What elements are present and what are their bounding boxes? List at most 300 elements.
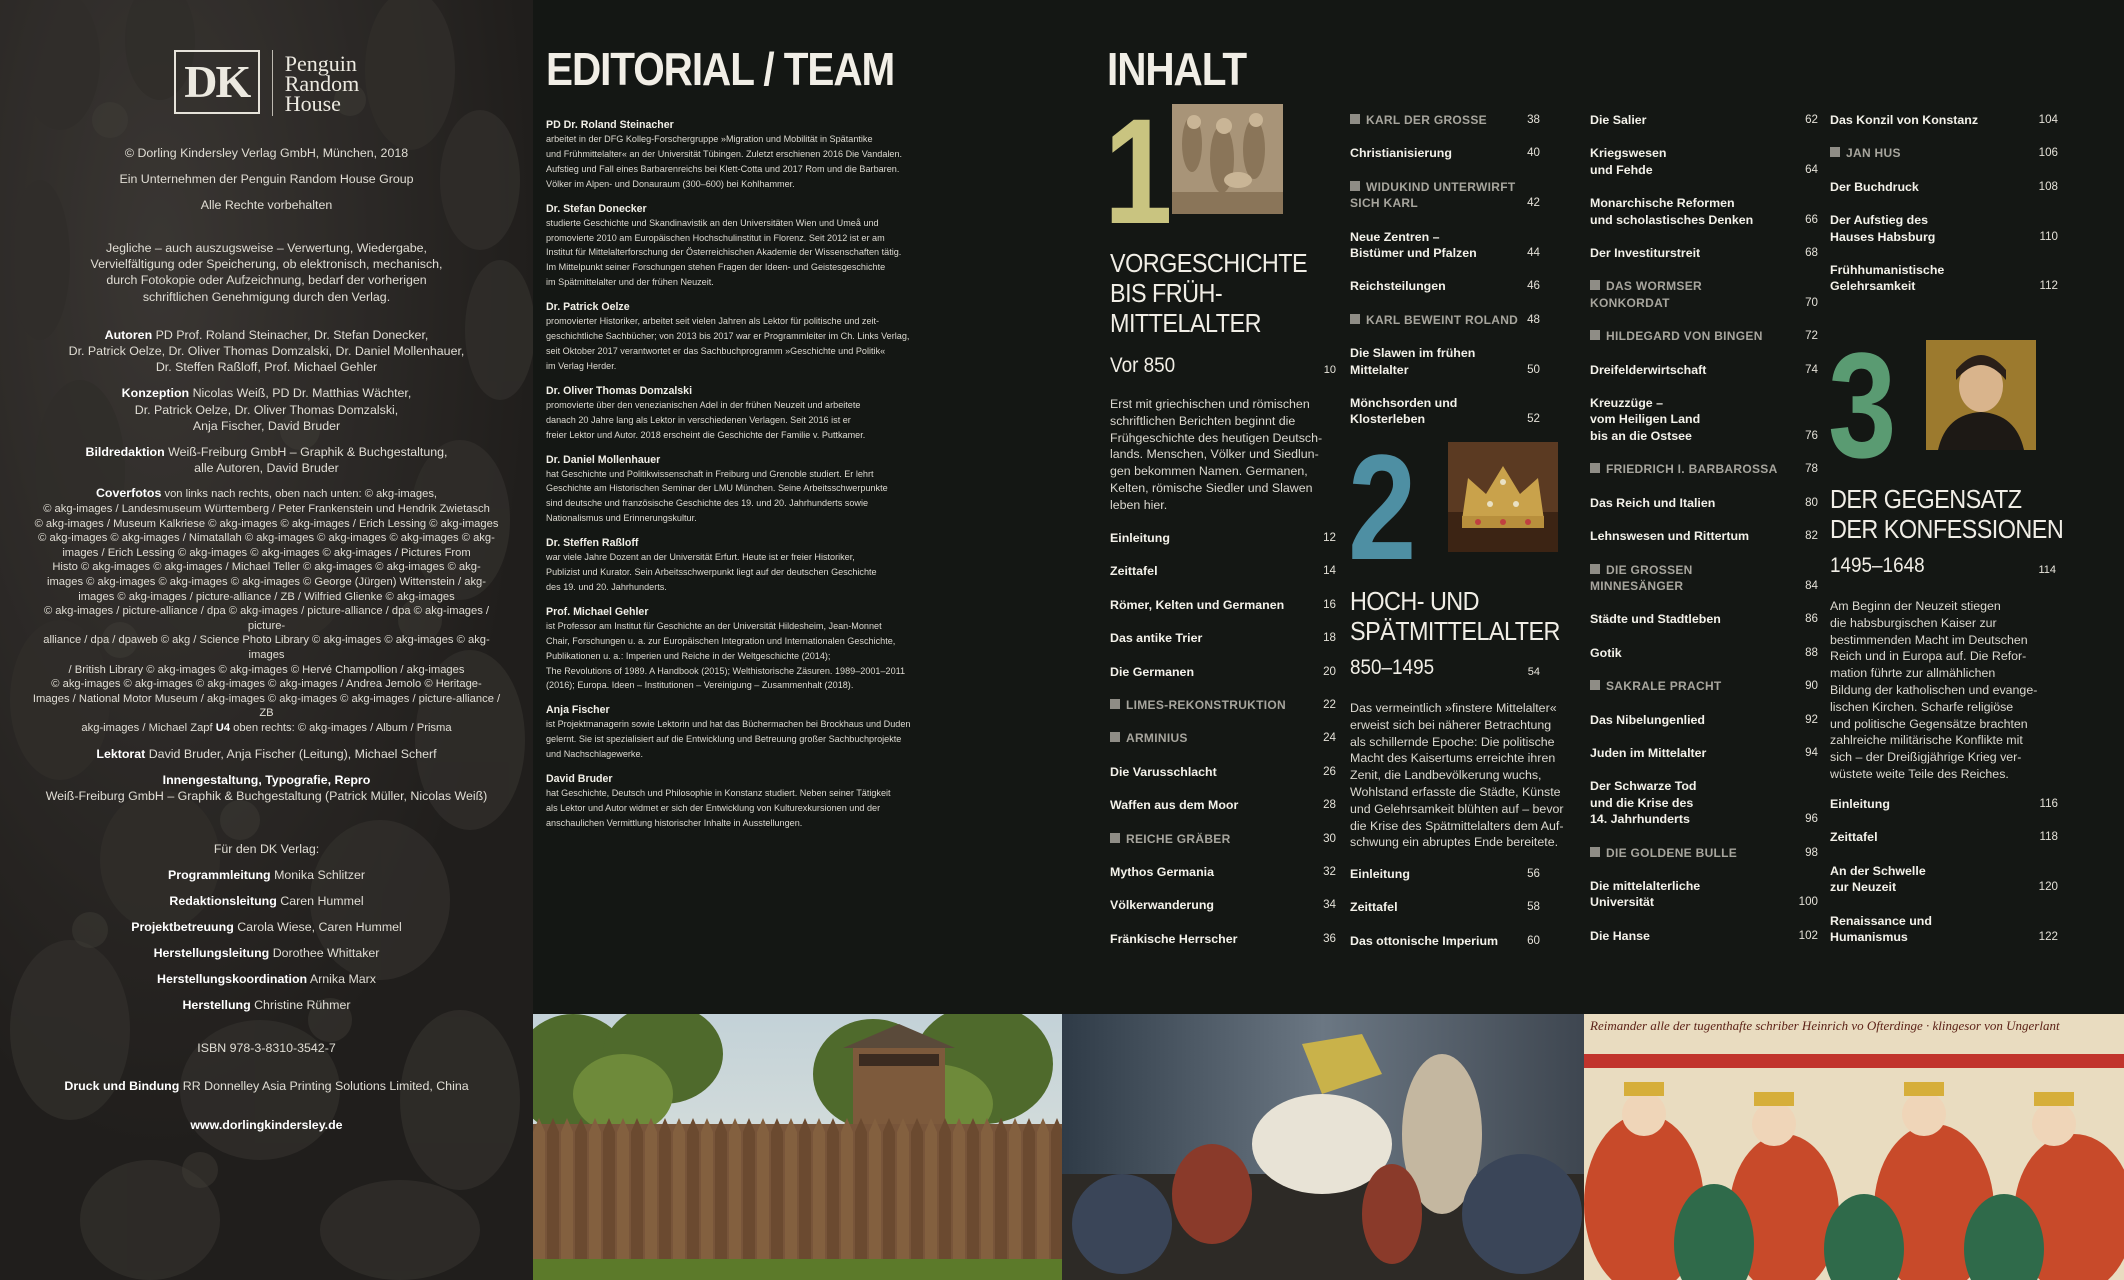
staff-role: Herstellungskoordination (157, 972, 308, 987)
staff-role: Redaktionsleitung (169, 894, 277, 909)
coverfotos-line: © akg-images / Landesmuseum Württemberg / Peter Frankenstein und Hendrik Zwietasch (43, 503, 490, 516)
person-bio-line: danach 20 Jahre lang als Lektor in verschiedenen Verlagen. Seit 2016 ist er (546, 414, 851, 425)
publisher-url-link[interactable]: www.dorlingkindersley.de (190, 1117, 343, 1132)
toc-entry[interactable] (1350, 345, 1540, 378)
person-bio-line: Völker im Alpen- und Donauraum (300–600) bei Kohlhammer. (546, 178, 795, 189)
bildredaktion-label: Bildredaktion (85, 445, 165, 460)
palisade-stake-icon (547, 1118, 559, 1264)
toc-entry[interactable] (1590, 928, 1818, 944)
toc-feature-label: DAS WORMSER KONKORDAT (1590, 279, 1702, 310)
imprint-panel (0, 0, 533, 1280)
chapter-1-page: 10 (1323, 364, 1336, 376)
rights-line: durch Fotokopie oder Aufzeichnung, bedarf der vorherigen (106, 273, 427, 288)
chapter-3-intro (1830, 598, 2060, 783)
toc-entry-label: Der Buchdruck (1830, 179, 1919, 194)
toc-entry-label: Städte und Stadtleben (1590, 612, 1721, 627)
intro-line: Macht des Kaisertums erreichte ihren (1350, 751, 1556, 766)
toc-entry[interactable] (1590, 611, 1818, 627)
toc-page-number: 112 (2039, 279, 2058, 293)
toc-entry[interactable] (1590, 278, 1818, 311)
chapter-title-line: DER KONFESSIONEN (1830, 514, 2064, 544)
toc-feature-label: LIMES-REKONSTRUKTION (1110, 697, 1286, 713)
authors-line: Dr. Patrick Oelze, Dr. Oliver Thomas Domzalski, Dr. Daniel Mollenhauer, (68, 344, 465, 359)
staff-name: Monika Schlitzer (274, 868, 365, 883)
chapter-3-years: 1495–1648 (1830, 554, 1925, 577)
palisade-stake-icon (533, 1118, 545, 1264)
toc-entry[interactable] (1110, 797, 1336, 813)
coverfotos-line: images / Erich Lessing © akg-images © akg-images © akg-images / Pictures From (62, 546, 471, 559)
palisade-stake-icon (645, 1118, 657, 1264)
palisade-stake-icon (1051, 1118, 1062, 1264)
toc-entry[interactable] (1350, 229, 1540, 262)
person-bio-line: ist Professor am Institut für Geschichte an der Universität Hildesheim, Jean-Monnet (546, 620, 882, 631)
person-bio-line: anschaulichen Vermittlung historischer Inhalte in Ausstellungen. (546, 817, 803, 828)
toc-entry-label: Kreuzzüge – vom Heiligen Land bis an die Ostsee (1590, 396, 1701, 443)
toc-entry[interactable] (1590, 362, 1818, 378)
toc-feature-label: DIE GOLDENE BULLE (1590, 845, 1737, 861)
palisade-stake-icon (743, 1118, 755, 1264)
logo-word: Penguin (284, 51, 357, 76)
staff-name: Dorothee Whittaker (272, 946, 380, 961)
chapter-3-title (1830, 484, 2063, 544)
toc-page-number: 108 (2038, 179, 2058, 193)
toc-entry[interactable] (1830, 179, 2058, 195)
toc-entry[interactable] (1350, 112, 1540, 128)
toc-entry-label: Die Slawen im frühen Mittelalter (1350, 346, 1476, 377)
toc-entry-label: Renaissance und Humanismus (1830, 913, 1932, 945)
intro-line: schriftlichen Berichten beginnt die (1110, 413, 1296, 428)
toc-entry[interactable] (1590, 195, 1818, 228)
person-bio-line: arbeitet in der DFG Kolleg-Forschergruppe »Migration und Mobilität in Spätantike (546, 134, 873, 144)
intro-line: Kelten, römische Siedler und Slawen (1110, 480, 1313, 495)
person-bio-line: gelernt. Sie ist spezialisiert auf die Entwicklung und Betreuung großer Sachbuchprojekte (546, 734, 902, 745)
toc-entry[interactable] (1590, 145, 1818, 178)
toc-page-number: 52 (1527, 412, 1540, 426)
toc-page-number: 102 (1798, 928, 1818, 942)
toc-page-number: 14 (1323, 564, 1336, 578)
person-bio-line: Nationalismus und Erinnerungskultur. (546, 513, 697, 524)
coverfotos-line: / British Library © akg-images © akg-images © Hervé Champollion / akg-images (68, 663, 465, 676)
toc-feature-label: SAKRALE PRACHT (1590, 678, 1722, 694)
toc-page-number: 42 (1527, 196, 1540, 210)
person-bio-line: des 19. und 20. Jahrhunderts. (546, 581, 667, 592)
toc-entry[interactable] (1830, 212, 2058, 245)
coverfotos-line: alliance / dpa / dpaweb © akg / Science Photo Library © akg-images © akg-images © akg-images (43, 634, 490, 661)
intro-line: Erst mit griechischen und römischen (1110, 397, 1310, 411)
palisade-stake-icon (1009, 1118, 1021, 1264)
coverfotos-block (28, 486, 505, 735)
toc-entry[interactable] (1110, 931, 1336, 947)
toc-page-number: 28 (1323, 798, 1336, 812)
chapter-2-page: 54 (1527, 666, 1540, 678)
person-bio-line: als Lektor und Autor widmet er sich der Entwicklung von Kulturexkursionen und der (546, 803, 881, 813)
rights-line: Vervielfältigung oder Speicherung, ob elektronisch, mechanisch, (90, 257, 443, 272)
toc-entry-label: Kriegswesen und Fehde (1590, 146, 1667, 177)
toc-entry-label: Fränkische Herrscher (1110, 931, 1238, 946)
toc-feature-label: HILDEGARD VON BINGEN (1590, 328, 1763, 344)
toc-page-number: 116 (2039, 797, 2058, 810)
bildredaktion-line: Weiß-Freiburg GmbH – Graphik & Buchgestaltung, (168, 445, 448, 460)
editorial-person (546, 772, 916, 831)
toc-entry[interactable] (1830, 913, 2058, 946)
toc-entry-label: Einleitung (1350, 867, 1410, 881)
intro-line: mation führte zur allmählichen (1830, 666, 1996, 681)
editorial-person (546, 453, 916, 527)
toc-entry[interactable] (1350, 145, 1540, 161)
toc-entry[interactable] (1830, 112, 2058, 128)
palisade-stake-icon (631, 1118, 643, 1264)
palisade-stake-icon (841, 1118, 853, 1264)
copyright-block (28, 140, 505, 218)
chapter-1-years: Vor 850 (1110, 354, 1176, 377)
isbn: ISBN 978-3-8310-3542-7 (197, 1041, 336, 1056)
coverfotos-line: images © akg-images / picture-alliance / ZB / Wilfried Glienke © akg-images (78, 590, 455, 603)
toc-entry-label: Die Salier (1590, 113, 1647, 127)
palisade-stake-icon (757, 1118, 769, 1264)
toc-entry[interactable] (1830, 262, 2058, 295)
toc-entry-label: Die mittelalterliche Universität (1590, 878, 1701, 910)
person-bio-line: Chair, Forschungen u. a. zur Europäischen Integration und Internationalen Geschichte, (546, 635, 896, 646)
bildredaktion-block (28, 444, 505, 476)
toc-entry[interactable] (1110, 897, 1336, 913)
copyright-line: © Dorling Kindersley Verlag GmbH, München, 2018 (124, 146, 409, 160)
toc-page-number: 118 (2039, 830, 2058, 844)
toc-entry[interactable] (1590, 112, 1818, 128)
palisade-stake-icon (561, 1118, 573, 1264)
toc-page-number: 68 (1805, 246, 1818, 260)
toc-entry-label: Reichsteilungen (1350, 279, 1446, 294)
person-bio-line: sind deutsche und französische Geschichte des 19. und 20. Jahrhunderts sowie (546, 498, 869, 509)
coverfotos-line: von links nach rechts, oben nach unten: © akg-images, (164, 488, 438, 501)
toc-entry-label: Christianisierung (1350, 146, 1452, 161)
toc-page-number: 62 (1805, 113, 1818, 126)
chapter-2-toc (1350, 866, 1540, 966)
palisade-stake-icon (995, 1118, 1007, 1264)
palisade-stake-icon (925, 1118, 937, 1264)
person-bio-line: Publizist und Kurator. Sein Arbeitsschwerpunkt liegt auf der deutschen Geschichte (546, 567, 877, 578)
palisade-stake-icon (575, 1118, 587, 1264)
palisade-stake-icon (659, 1118, 671, 1264)
logo-word: Random (284, 71, 360, 96)
toc-feature-label: DIE GROSSEN MINNESÄNGER (1590, 562, 1693, 593)
druck-label: Druck und Bindung (64, 1079, 180, 1094)
toc-entry[interactable] (1830, 829, 2058, 845)
toc-page-number: 38 (1527, 113, 1540, 126)
toc-entry[interactable] (1830, 796, 2058, 812)
toc-entry[interactable] (1110, 697, 1336, 713)
toc-entry-label: Mythos Germania (1110, 865, 1214, 880)
toc-page-number: 74 (1805, 362, 1818, 376)
toc-page-number: 16 (1323, 597, 1336, 611)
palisade-stake-icon (617, 1118, 629, 1264)
toc-entry[interactable] (1110, 864, 1336, 880)
person-bio-line: hat Geschichte, Deutsch und Philosophie in Konstanz studiert. Neben seiner Tätigkeit (546, 788, 891, 799)
person-bio-line: im Verlag Herder. (546, 360, 617, 371)
toc-feature-label: JAN HUS (1830, 145, 1901, 161)
toc-entry[interactable] (1110, 831, 1336, 847)
intro-line: wüstete weite Teile des Reiches. (1830, 766, 2009, 781)
toc-entry-label: Die Germanen (1110, 664, 1195, 679)
staff-name: Christine Rühmer (254, 998, 351, 1013)
staff-role: Herstellungsleitung (153, 946, 270, 961)
palisade-stake-icon (827, 1118, 839, 1264)
authors-line: Dr. Steffen Raßloff, Prof. Michael Gehler (155, 360, 378, 375)
person-name: Prof. Michael Gehler (546, 605, 649, 618)
toc-page-number: 44 (1527, 246, 1540, 260)
intro-line: Am Beginn der Neuzeit stiegen (1830, 599, 2001, 613)
toc-entry-label: Das Reich und Italien (1590, 495, 1716, 510)
palisade-stake-icon (771, 1118, 783, 1264)
coverfotos-line: © akg-images © akg-images © akg-images © akg-images / Andrea Jemolo © Heritage- (51, 678, 482, 691)
toc-entry[interactable] (1110, 563, 1336, 579)
coverfotos-line: © akg-images © akg-images / Nimatallah © akg-images © akg-images © akg-images © akg- (38, 532, 495, 545)
toc-page-number: 66 (1805, 212, 1818, 226)
editorial-person (546, 300, 916, 374)
editorial-team-section (546, 42, 916, 841)
toc-entry-label: Einleitung (1830, 797, 1890, 811)
toc-entry[interactable] (1590, 245, 1818, 261)
palisade-stake-icon (869, 1118, 881, 1264)
authors-block (28, 327, 505, 376)
toc-page-number: 50 (1527, 362, 1540, 376)
toc-feature-label: FRIEDRICH I. BARBAROSSA (1590, 461, 1778, 477)
konzeption-line: Anja Fischer, David Bruder (192, 418, 341, 433)
cover-u4-line: oben rechts: © akg-images / Album / Prisma (233, 721, 452, 734)
staff-role: Projektbetreuung (131, 920, 234, 935)
toc-page-number: 106 (2038, 146, 2058, 160)
coverfotos-label: Coverfotos (95, 486, 162, 501)
staff-name: Carola Wiese, Caren Hummel (237, 920, 402, 935)
chapter-2-title (1350, 586, 1560, 646)
palisade-stake-icon (855, 1118, 867, 1264)
toc-page-number: 18 (1323, 631, 1336, 645)
person-bio-line: Publikationen u. a.: Imperien und Reiche in der Weltgeschichte (2014); (546, 650, 831, 661)
intro-line: erweist sich bei näherer Betrachtung (1350, 717, 1552, 732)
toc-entry-label: An der Schwelle zur Neuzeit (1830, 863, 1926, 895)
toc-entry[interactable] (1830, 145, 2058, 161)
cover-u4-label: U4 (215, 721, 231, 734)
intro-line: die habsburgischen Kaiser zur (1830, 615, 1997, 630)
palisade-stake-icon (673, 1118, 685, 1264)
person-bio-line: promovierte 2010 am Europäischen Hochschulinstitut in Florenz. Seit 2012 ist er am (546, 232, 885, 243)
toc-entry[interactable] (1350, 899, 1540, 915)
editorial-person (546, 703, 916, 762)
toc-entry-label: Völkerwanderung (1110, 898, 1214, 913)
toc-entry[interactable] (1590, 678, 1818, 694)
person-bio-line: Im Mittelpunkt seiner Forschungen stehen Fragen der Ideen- und Geistesgeschichte (546, 262, 886, 273)
dk-logo-mark: DK (174, 50, 260, 114)
toc-entry[interactable] (1590, 878, 1818, 911)
toc-entry[interactable] (1350, 278, 1540, 294)
toc-page-number: 86 (1805, 612, 1818, 626)
person-bio-line: Geschichte am Historischen Seminar der LMU München. Seine Arbeitsschwerpunkte (546, 483, 888, 494)
toc-page-number: 46 (1527, 279, 1540, 293)
toc-page-number: 22 (1323, 698, 1336, 712)
toc-entry[interactable] (1350, 179, 1540, 212)
chapter-1-intro (1110, 396, 1335, 514)
toc-column-2 (1350, 112, 1540, 445)
toc-page-number: 40 (1527, 146, 1540, 160)
toc-page-number: 48 (1527, 312, 1540, 326)
toc-page-number: 30 (1323, 831, 1336, 845)
person-bio-line: und Frühmittelalter« an der Universität Tübingen. Zuletzt erschienen 2016 Die Vandalen. (546, 148, 903, 159)
chapter-1-title (1110, 248, 1307, 338)
toc-entry[interactable] (1590, 845, 1818, 861)
intro-line: als schillernde Epoche: Die politische (1350, 734, 1555, 749)
dk-staff-block (28, 836, 505, 1018)
logo-divider (272, 50, 273, 116)
toc-feature-label: REICHE GRÄBER (1110, 831, 1231, 847)
intro-line: zahlreiche militärische Konflikte mit (1830, 733, 2023, 748)
toc-entry[interactable] (1350, 312, 1540, 328)
toc-page-number: 12 (1323, 531, 1336, 544)
toc-page-number: 58 (1527, 900, 1540, 914)
person-bio-line: ist Projektmanagerin sowie Lektorin und hat das Büchermachen bei Brockhaus und Duden (546, 719, 911, 730)
toc-page-number: 104 (2038, 113, 2058, 126)
toc-entry-label: Zeittafel (1110, 564, 1158, 579)
toc-page-number: 96 (1805, 812, 1818, 826)
chapter-1-toc (1110, 530, 1336, 964)
coverfotos-line: © akg-images / picture-alliance / dpa © akg-images / picture-alliance / dpa © akg-images / picture- (43, 605, 490, 632)
staff-name: Caren Hummel (280, 894, 364, 909)
toc-feature-label: WIDUKIND UNTERWIRFT SICH KARL (1350, 179, 1516, 211)
toc-entry-label: Zeittafel (1830, 830, 1878, 845)
palisade-stake-icon (799, 1118, 811, 1264)
person-bio-line: geschichtliche Sachbücher; von 2013 bis 2017 war er Programmleiter im Ch. Links Verlag, (546, 331, 910, 342)
toc-entry-label: Gotik (1590, 645, 1622, 660)
toc-entry[interactable] (1110, 630, 1336, 646)
person-name: Dr. Stefan Donecker (546, 202, 647, 215)
person-name: Dr. Oliver Thomas Domzalski (546, 384, 693, 397)
palisade-stake-icon (953, 1118, 965, 1264)
staff-role: Herstellung (182, 998, 251, 1013)
toc-page-number: 34 (1323, 898, 1336, 912)
person-name: Dr. Patrick Oelze (546, 301, 630, 314)
palisade-stake-icon (729, 1118, 741, 1264)
palisade-stake-icon (715, 1118, 727, 1264)
rights-block (28, 240, 505, 305)
toc-entry[interactable] (1590, 712, 1818, 728)
toc-page-number: 20 (1323, 664, 1336, 678)
konzeption-block (28, 385, 505, 434)
roman-relief-thumbnail-icon (1172, 104, 1283, 214)
coverfotos-line: Images / National Motor Museum / akg-images © akg-images © akg-images / picture-alliance / ZB (32, 692, 501, 720)
toc-page-number: 80 (1805, 495, 1818, 509)
bildredaktion-line: alle Autoren, David Bruder (194, 461, 339, 476)
palisade-stake-icon (981, 1118, 993, 1264)
copyright-line: Alle Rechte vorbehalten (200, 198, 333, 212)
toc-entry[interactable] (1350, 866, 1540, 882)
person-bio-line: freier Lektor und Autor. 2018 erscheint die Geschichte der Familie v. Puttkamer. (546, 429, 866, 440)
toc-page-number: 70 (1805, 295, 1818, 309)
intro-line: bestimmenden Macht im Deutschen (1830, 632, 2028, 647)
toc-entry[interactable] (1590, 461, 1818, 477)
chapter-2-intro (1350, 700, 1580, 851)
toc-page-number: 100 (1798, 895, 1818, 909)
intro-line: Bildung der katholischen und evange- (1830, 682, 2038, 697)
person-bio-line: The Revolutions of 1989. A Handbook (2015); Welthistorische Zäsuren. 1989–2001–2011 (546, 665, 906, 676)
chapter-2-number: 2 (1348, 423, 1417, 591)
toc-entry[interactable] (1110, 597, 1336, 613)
toc-entry-label: Zeittafel (1350, 900, 1398, 915)
toc-page-number: 78 (1805, 462, 1818, 476)
person-bio-line: promovierter Historiker, arbeitet seit vielen Jahren als Lektor für politische und zeit- (546, 316, 880, 327)
palisade-stake-icon (1037, 1118, 1049, 1264)
toc-entry[interactable] (1590, 528, 1818, 544)
person-name: Anja Fischer (546, 704, 610, 717)
palisade-stake-icon (911, 1118, 923, 1264)
toc-entry[interactable] (1590, 745, 1818, 761)
toc-entry[interactable] (1590, 395, 1818, 444)
authors-label: Autoren (104, 327, 153, 342)
konzeption-label: Konzeption (121, 386, 190, 401)
innengestaltung-label: Innengestaltung, Typografie, Repro (162, 772, 371, 787)
toc-page-number: 90 (1805, 679, 1818, 693)
toc-entry-label: Einleitung (1110, 531, 1170, 545)
toc-entry[interactable] (1590, 562, 1818, 595)
imprint-text (28, 50, 505, 1133)
coverfotos-line: © akg-images / Museum Kalkriese © akg-images © akg-images / Erich Lessing © akg-images (34, 517, 499, 530)
chapter-title-line: VORGESCHICHTE (1110, 248, 1308, 278)
toc-feature-label: ARMINIUS (1110, 730, 1188, 746)
coverfotos-line: Histo © akg-images © akg-images / Michael Teller © akg-images © akg-images © akg- (52, 561, 481, 574)
toc-page-number: 120 (2038, 880, 2058, 894)
person-name: PD Dr. Roland Steinacher (546, 119, 674, 131)
toc-page-number: 92 (1805, 712, 1818, 726)
toc-entry[interactable] (1110, 730, 1336, 746)
person-bio-line: promovierte über den venezianischen Adel in der frühen Neuzeit und arbeitete (546, 399, 861, 410)
toc-entry[interactable] (1110, 530, 1336, 546)
toc-column-3 (1590, 112, 1818, 961)
person-bio-line: studierte Geschichte und Skandinavistik an den Universitäten Wien und Umeå und (546, 217, 879, 228)
intro-line: und Gelehrsamkeit blühten auf – bevor (1350, 801, 1564, 816)
editorial-person (546, 536, 916, 595)
authors-line: PD Prof. Roland Steinacher, Dr. Stefan Donecker, (155, 327, 429, 342)
intro-line: Reich und in Europa auf. Die Refor- (1830, 649, 2027, 664)
person-bio-line: (2016); Europa. Ideen – Institutionen – Vereinigung – Zusammenhalt (2018). (546, 680, 854, 691)
toc-entry-label: Die Varusschlacht (1110, 764, 1217, 779)
editorial-person (546, 384, 916, 443)
toc-feature-label: KARL DER GROSSE (1350, 112, 1487, 128)
palisade-stake-icon (1023, 1118, 1035, 1264)
toc-entry[interactable] (1110, 764, 1336, 780)
person-name: Dr. Daniel Mollenhauer (546, 453, 661, 466)
toc-page-number: 24 (1323, 731, 1336, 745)
portrait-thumbnail-icon (1926, 340, 2036, 450)
intro-line: sich – der Dreißigjährige Krieg ver- (1830, 750, 2022, 765)
editorial-heading: EDITORIAL / TEAM (546, 43, 895, 95)
rights-line: Jegliche – auch auszugsweise – Verwertung, Wiedergabe, (106, 241, 427, 255)
toc-entry[interactable] (1110, 664, 1336, 680)
toc-entry-label: Mönchsorden und Klosterleben (1350, 396, 1458, 427)
palisade-stake-icon (785, 1118, 797, 1264)
konzeption-line: Nicolas Weiß, PD Dr. Matthias Wächter, (192, 386, 412, 401)
lektorat-block (28, 746, 505, 762)
palisade-stake-icon (883, 1118, 895, 1264)
toc-page-number: 36 (1323, 931, 1336, 945)
chapter-title-line: SPÄTMITTELALTER (1350, 616, 1560, 646)
toc-page-number: 56 (1527, 867, 1540, 880)
staff-name: Arnika Marx (309, 972, 376, 987)
toc-entry-label: Der Investiturstreit (1590, 246, 1701, 261)
toc-entry[interactable] (1590, 328, 1818, 344)
toc-entry[interactable] (1350, 933, 1540, 949)
crown-thumbnail-icon (1448, 442, 1558, 552)
toc-entry[interactable] (1590, 495, 1818, 511)
toc-entry[interactable] (1830, 863, 2058, 896)
toc-entry[interactable] (1590, 645, 1818, 661)
toc-entry[interactable] (1590, 778, 1818, 827)
